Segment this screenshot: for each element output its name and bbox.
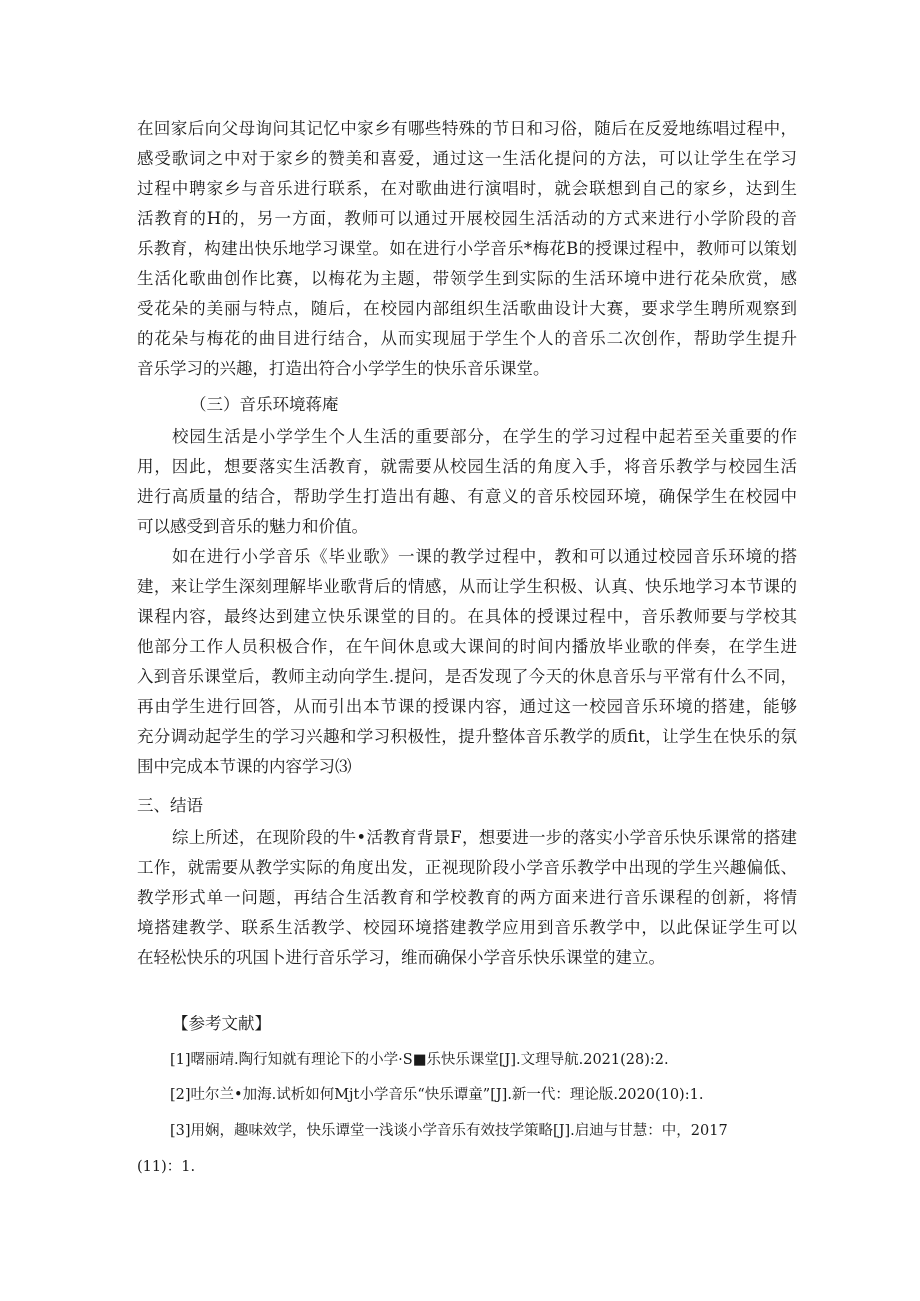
paragraph-3-line: 充分调动起学生的学习兴趣和学习积极性，提升整体音乐教学的质fit，让学生在快乐的氛 — [137, 727, 797, 746]
paragraph-4-line: 工作，就需要从教学实际的角度出发，正视现阶段小学音乐教学中出现的学生兴趣偏低、 — [137, 858, 797, 877]
paragraph-1-line: 感受歌词之中对于家乡的赞美和喜爱，通过这一生活化提问的方法，可以让学生在学习 — [137, 149, 797, 168]
paragraph-3-line: 课程内容，最终达到建立快乐课堂的目的。在具体的授课过程中，音乐教师要与学校其 — [137, 607, 797, 626]
reference-item: [3]用娴，趣味效学，快乐谭堂一浅谈小学音乐有效技学策略[J].启迪与甘慧：中，2017 — [170, 1123, 728, 1139]
paragraph-2-line: 用，因此，想要落实生活教育，就需要从校园生活的角度入手，将音乐教学与校园生活 — [137, 457, 797, 476]
paragraph-1-line: 受花朵的美丽与特点，随后，在校园内部组织生活歌曲设计大赛，要求学生聘所观察到 — [137, 299, 797, 318]
paragraph-2-line: 校园生活是小学学生个人生活的重要部分，在学生的学习过程中起若至关重要的作 — [172, 427, 797, 446]
references-heading: 【参考文献】 — [172, 1014, 271, 1033]
paragraph-2-line: 进行高质量的结合，帮助学生打造出有趣、有意义的音乐校园环境，确保学生在校园中 — [137, 487, 797, 506]
paragraph-1-line: 的花朵与梅花的曲目进行结合，从而实现屈于学生个人的音乐二次创作，帮助学生提升 — [137, 329, 797, 348]
paragraph-4-line: 教学形式单一问题，再结合生活教育和学校教育的两方面来进行音乐课程的创新，将情 — [137, 888, 797, 907]
paragraph-3-line: 围中完成本节课的内容学习⑶ — [137, 757, 352, 776]
paragraph-1-line: 活教育的H的，另一方面，教师可以通过开展校园生活活动的方式来进行小学阶段的音 — [137, 209, 797, 228]
paragraph-3-line: 如在进行小学音乐《毕业歌》一课的教学过程中，教和可以通过校园音乐环境的搭 — [172, 547, 797, 566]
paragraph-1-line: 过程中聘家乡与音乐进行联系，在对歌曲进行演唱时，就会联想到自己的家乡，达到生 — [137, 179, 797, 198]
paragraph-4-line: 境搭建教学、联系生活教学、校园环境搭建教学应用到音乐教学中，以此保证学生可以 — [137, 918, 797, 937]
paragraph-1-line: 生活化歌曲创作比赛，以梅花为主题，带领学生到实际的生活环境中进行花朵欣赏，感 — [137, 269, 797, 288]
reference-item: [1]曙丽靖.陶行知就有理论下的小学·S■乐快乐课堂[J].文理导航.2021(28):2. — [170, 1052, 669, 1068]
paragraph-1-line: 乐教育，构建出快乐地学习课堂。如在进行小学音乐*梅花B的授课过程中，教师可以策划 — [137, 239, 797, 258]
paragraph-2-line: 可以感受到音乐的魅力和价值。 — [137, 517, 368, 536]
conclusion-heading: 三、结语 — [137, 796, 203, 815]
paragraph-1-line: 在回家后向父母询问其记忆中家乡有哪些特殊的节日和习俗，随后在反爱地练唱过程中， — [137, 119, 797, 138]
paragraph-3-line: 建，来让学生深刻理解毕业歌背后的情感，从而让学生积极、认真、快乐地学习本节课的 — [137, 577, 797, 596]
paragraph-3-line: 他部分工作人员积极合作，在午间休息或大课间的时间内播放毕业歌的伴奏，在学生进 — [137, 637, 797, 656]
paragraph-4-line: 综上所述，在现阶段的牛•活教育背景F，想要进一步的落实小学音乐快乐课常的搭建 — [172, 828, 797, 847]
paragraph-3-line: 再由学生进行回答，从而引出本节课的授课内容，通过这一校园音乐环境的搭建，能够 — [137, 697, 797, 716]
reference-item: [2]吐尔兰•加海.试析如何Mjt小学音乐“快乐谭童”[J].新一代：理论版.2020(10):1. — [170, 1087, 704, 1103]
paragraph-4-line: 在轻松快乐的巩国卜进行音乐学习，维而确保小学音乐快乐课堂的建立。 — [137, 948, 665, 967]
section-heading: （三）音乐环境蒋庵 — [190, 395, 339, 414]
paragraph-1-line: 音乐学习的兴趣，打造出符合小学学生的快乐音乐课堂。 — [137, 359, 550, 378]
paragraph-3-line: 入到音乐课堂后，教师主动向学生.提问，是否发现了今天的休息音乐与平常有什么不同， — [137, 667, 797, 686]
reference-item-continuation: (11)：1. — [137, 1159, 196, 1175]
